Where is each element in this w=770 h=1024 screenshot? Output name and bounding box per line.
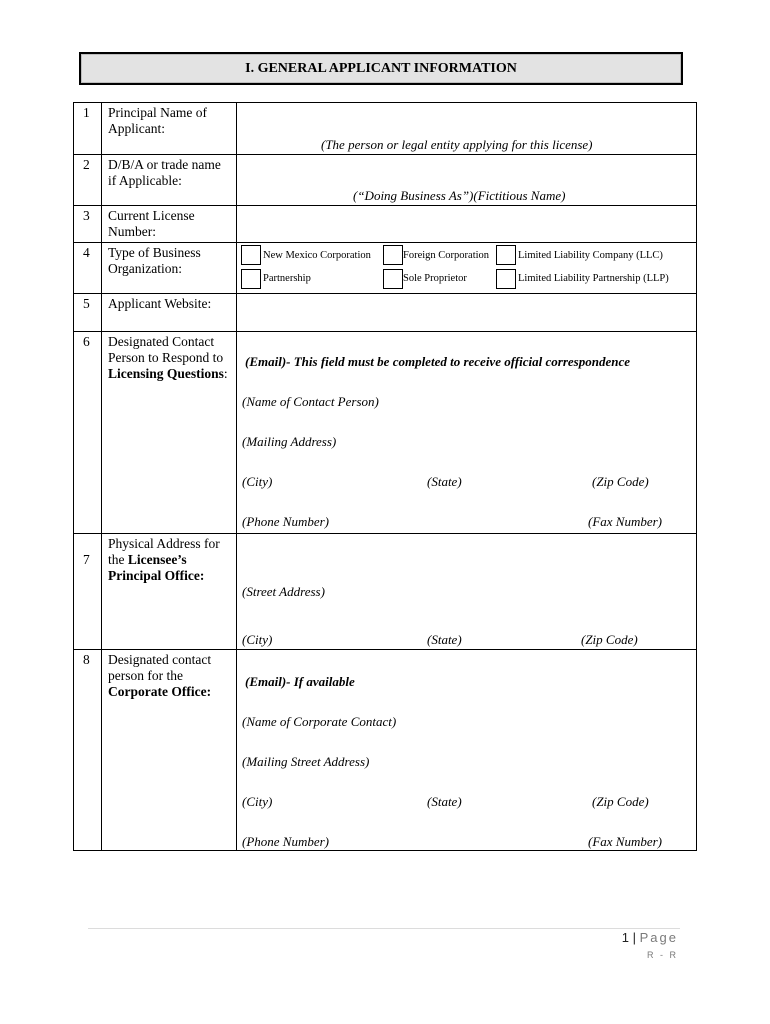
fax-number-field[interactable]: (Fax Number) <box>588 834 663 849</box>
row-principal-office <box>73 533 697 649</box>
option-label: Sole Proprietor <box>403 273 467 284</box>
page-number <box>622 930 678 945</box>
state-field[interactable]: (State) <box>427 794 462 809</box>
row-number: 4 <box>74 243 102 293</box>
principal-office-fields <box>237 534 696 649</box>
row-license-number <box>73 205 697 242</box>
row-number: 6 <box>74 332 102 533</box>
contact-name-field[interactable]: (Name of Contact Person) <box>242 394 379 409</box>
row-number: 8 <box>74 650 102 850</box>
dba-name-field[interactable] <box>237 155 696 205</box>
mailing-address-field[interactable]: (Mailing Address) <box>242 434 337 449</box>
street-address-field[interactable]: (Street Address) <box>242 584 325 599</box>
page-separator: | <box>632 930 636 945</box>
zip-code-field[interactable]: (Zip Code) <box>592 794 649 809</box>
field-hint: (The person or legal entity applying for this license) <box>321 137 593 152</box>
zip-code-field[interactable]: (Zip Code) <box>592 474 649 489</box>
label-text: Designated Contact Person to Respond to <box>108 334 224 365</box>
row-licensing-contact <box>73 331 697 533</box>
page-number-value: 1 <box>621 930 629 945</box>
row-label: Principal Name of Applicant: <box>102 103 237 154</box>
document-code: R - R <box>647 950 678 960</box>
option-label: Limited Liability Partnership (LLP) <box>518 273 669 284</box>
city-field[interactable]: (City) <box>242 474 273 489</box>
phone-number-field[interactable]: (Phone Number) <box>242 514 330 529</box>
label-bold-text: Licensee’s Principal Office: <box>108 552 205 583</box>
license-number-field[interactable] <box>237 206 696 242</box>
llc-checkbox[interactable] <box>496 245 516 265</box>
fax-number-field[interactable]: (Fax Number) <box>588 514 663 529</box>
foreign-corporation-checkbox[interactable] <box>383 245 403 265</box>
email-field[interactable]: (Email)- If available <box>245 674 355 689</box>
row-label <box>102 534 237 649</box>
row-label <box>102 650 237 850</box>
sole-proprietor-checkbox[interactable] <box>383 269 403 289</box>
city-field[interactable]: (City) <box>242 794 273 809</box>
row-number: 7 <box>74 534 102 649</box>
footer-divider <box>88 928 680 929</box>
field-hint: (“Doing Business As”)(Fictitious Name) <box>353 188 566 203</box>
row-label: D/B/A or trade name if Applicable: <box>102 155 237 205</box>
website-field[interactable] <box>237 294 696 331</box>
row-number: 3 <box>74 206 102 242</box>
page-word: Page <box>639 930 678 945</box>
option-label: Foreign Corporation <box>403 250 490 261</box>
row-number: 5 <box>74 294 102 331</box>
llp-checkbox[interactable] <box>496 269 516 289</box>
label-text: Designated contact person for the <box>108 652 212 683</box>
row-website <box>73 293 697 331</box>
business-type-options <box>237 243 696 293</box>
row-number: 1 <box>74 103 102 154</box>
phone-number-field[interactable]: (Phone Number) <box>242 834 330 849</box>
row-label: Type of Business Organization: <box>102 243 237 293</box>
row-label <box>102 332 237 533</box>
corporate-contact-name-field[interactable]: (Name of Corporate Contact) <box>242 714 397 729</box>
section-title: I. GENERAL APPLICANT INFORMATION <box>79 52 683 85</box>
email-field[interactable]: (Email)- This field must be completed to receive official correspondence <box>245 354 630 369</box>
partnership-checkbox[interactable] <box>241 269 261 289</box>
row-principal-name <box>73 102 697 154</box>
row-number: 2 <box>74 155 102 205</box>
label-bold-text: Licensing Questions <box>108 366 224 381</box>
state-field[interactable]: (State) <box>427 474 462 489</box>
city-field[interactable]: (City) <box>242 632 273 647</box>
new-mexico-corporation-checkbox[interactable] <box>241 245 261 265</box>
label-suffix: : <box>223 366 228 381</box>
label-bold-text: Corporate Office: <box>108 684 212 699</box>
state-field[interactable]: (State) <box>427 632 462 647</box>
row-label: Current License Number: <box>102 206 237 242</box>
principal-name-field[interactable] <box>237 103 696 154</box>
licensing-contact-fields <box>237 332 696 533</box>
option-label: Partnership <box>263 273 311 284</box>
row-corporate-contact <box>73 649 697 851</box>
row-business-type <box>73 242 697 293</box>
mailing-street-address-field[interactable]: (Mailing Street Address) <box>242 754 370 769</box>
zip-code-field[interactable]: (Zip Code) <box>581 632 638 647</box>
option-label: New Mexico Corporation <box>263 250 371 261</box>
corporate-contact-fields <box>237 650 696 850</box>
row-label: Applicant Website: <box>102 294 237 331</box>
row-dba-name <box>73 154 697 205</box>
applicant-form <box>73 102 697 851</box>
label-text: Physical Address for the <box>108 536 220 567</box>
option-label: Limited Liability Company (LLC) <box>518 250 663 261</box>
